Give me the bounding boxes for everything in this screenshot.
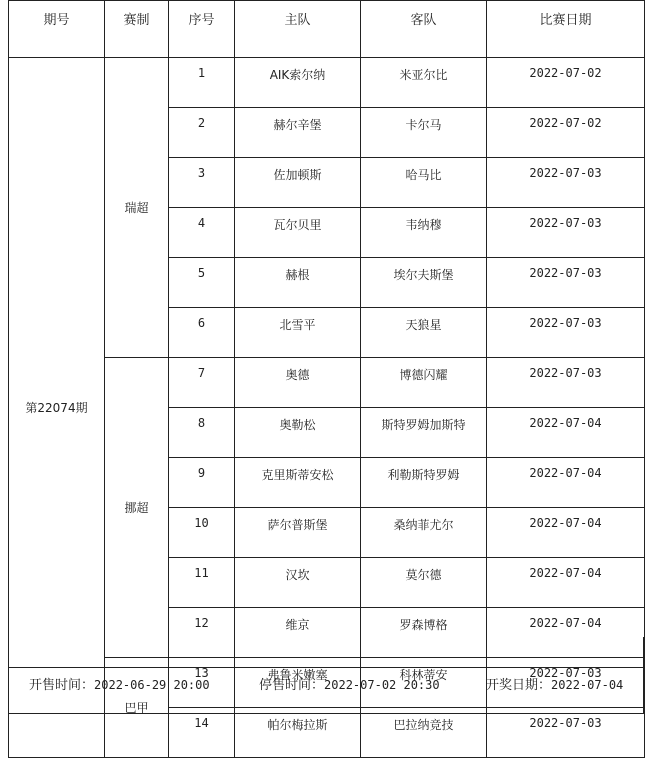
away-team-cell: 博德闪耀: [361, 358, 487, 408]
home-team-cell: 赫尔辛堡: [235, 108, 361, 158]
table-row: [9, 58, 645, 108]
league-cell: 巴甲: [105, 658, 169, 758]
home-team-cell: 瓦尔贝里: [235, 208, 361, 258]
away-team-cell: 科林蒂安: [361, 658, 487, 708]
seq-cell: 12: [169, 608, 235, 658]
match-date-cell: 2022-07-02: [487, 58, 645, 108]
match-date-cell: 2022-07-03: [487, 708, 645, 758]
away-team-cell: 埃尔夫斯堡: [361, 258, 487, 308]
header-away: 客队: [361, 1, 487, 58]
away-team-cell: 巴拉纳竞技: [361, 708, 487, 758]
away-team-cell: 罗森博格: [361, 608, 487, 658]
header-seq: 序号: [169, 1, 235, 58]
league-cell: 瑞超: [105, 58, 169, 358]
match-date-cell: 2022-07-04: [487, 458, 645, 508]
match-date-cell: 2022-07-04: [487, 558, 645, 608]
away-team-cell: 莫尔德: [361, 558, 487, 608]
away-team-cell: 天狼星: [361, 308, 487, 358]
seq-cell: 1: [169, 58, 235, 108]
blank-row: [8, 637, 644, 668]
home-team-cell: 奥德: [235, 358, 361, 408]
issue-cell: 第22074期: [9, 58, 105, 758]
seq-cell: 13: [169, 658, 235, 708]
match-date-cell: 2022-07-03: [487, 208, 645, 258]
sale-start: [29, 674, 210, 693]
match-date-cell: 2022-07-03: [487, 158, 645, 208]
match-date-cell: 2022-07-03: [487, 358, 645, 408]
home-team-cell: 奥勒松: [235, 408, 361, 458]
seq-cell: 14: [169, 708, 235, 758]
header-home: 主队: [235, 1, 361, 58]
header-league: 赛制: [105, 1, 169, 58]
away-team-cell: 桑纳菲尤尔: [361, 508, 487, 558]
match-date-cell: 2022-07-02: [487, 108, 645, 158]
header-issue: 期号: [9, 1, 105, 58]
fixture-sheet: [8, 0, 644, 732]
seq-cell: 8: [169, 408, 235, 458]
sale-stop: [259, 674, 440, 693]
draw-date-value: 2022-07-04: [551, 678, 624, 692]
home-team-cell: 弗鲁米嫩塞: [235, 658, 361, 708]
sale-info-footer: [8, 668, 644, 714]
match-date-cell: 2022-07-04: [487, 608, 645, 658]
sale-stop-label: 停售时间：: [259, 678, 325, 693]
home-team-cell: 赫根: [235, 258, 361, 308]
match-date-cell: 2022-07-04: [487, 408, 645, 458]
home-team-cell: 克里斯蒂安松: [235, 458, 361, 508]
header-row: [9, 1, 645, 58]
home-team-cell: 汉坎: [235, 558, 361, 608]
home-team-cell: AIK索尔纳: [235, 58, 361, 108]
away-team-cell: 斯特罗姆加斯特: [361, 408, 487, 458]
home-team-cell: 佐加顿斯: [235, 158, 361, 208]
home-team-cell: 萨尔普斯堡: [235, 508, 361, 558]
away-team-cell: 利勒斯特罗姆: [361, 458, 487, 508]
header-date: 比赛日期: [487, 1, 645, 58]
table-row: [9, 358, 645, 408]
sale-stop-value: 2022-07-02 20:30: [324, 678, 440, 692]
away-team-cell: 卡尔马: [361, 108, 487, 158]
seq-cell: 7: [169, 358, 235, 408]
league-cell: 挪超: [105, 358, 169, 658]
match-date-cell: 2022-07-03: [487, 308, 645, 358]
seq-cell: 3: [169, 158, 235, 208]
draw-date-label: 开奖日期：: [486, 678, 552, 693]
seq-cell: 4: [169, 208, 235, 258]
sale-start-label: 开售时间：: [29, 678, 95, 693]
sale-start-value: 2022-06-29 20:00: [94, 678, 210, 692]
away-team-cell: 米亚尔比: [361, 58, 487, 108]
match-date-cell: 2022-07-03: [487, 258, 645, 308]
seq-cell: 5: [169, 258, 235, 308]
seq-cell: 6: [169, 308, 235, 358]
home-team-cell: 帕尔梅拉斯: [235, 708, 361, 758]
seq-cell: 11: [169, 558, 235, 608]
match-date-cell: 2022-07-03: [487, 658, 645, 708]
seq-cell: 10: [169, 508, 235, 558]
seq-cell: 2: [169, 108, 235, 158]
draw-date: [486, 674, 623, 693]
match-date-cell: 2022-07-04: [487, 508, 645, 558]
home-team-cell: 北雪平: [235, 308, 361, 358]
home-team-cell: 维京: [235, 608, 361, 658]
seq-cell: 9: [169, 458, 235, 508]
away-team-cell: 韦纳穆: [361, 208, 487, 258]
away-team-cell: 哈马比: [361, 158, 487, 208]
